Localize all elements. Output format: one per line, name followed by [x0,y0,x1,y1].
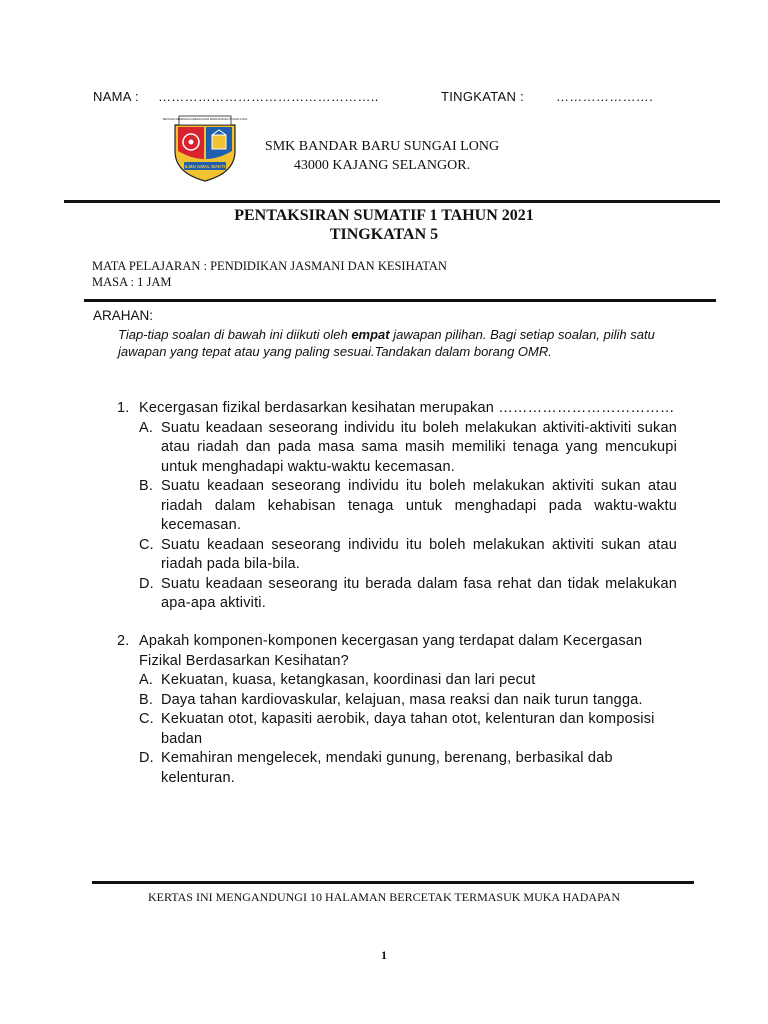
footer-note: KERTAS INI MENGANDUNGI 10 HALAMAN BERCETAK TERMASUK MUKA HADAPAN [147,890,621,904]
school-address: 43000 KAJANG SELANGOR. [293,158,471,173]
instructions-emphasis: empat [351,327,390,342]
name-field-dots: ………………………………………….. [158,89,379,104]
subject-line: MATA PELAJARAN : PENDIDIKAN JASMANI DAN KESIHATAN [92,259,447,273]
page-number: 1 [381,948,387,962]
question-2-option-b: B. Daya tahan kardiovaskular, kelajuan, masa reaksi dan naik turun tangga. [139,691,643,708]
school-crest-logo [162,113,248,183]
question-2-option-c: C. Kekuatan otot, kapasiti aerobik, daya tahan otot, kelenturan dan komposisi badan [139,711,655,747]
question-2 [117,632,677,788]
question-1-text: Kecergasan fizikal berdasarkan kesihatan merupakan ……………………………… [139,400,675,416]
tingkatan-label: TINGKATAN : [441,89,524,104]
question-1-number: 1. [117,400,130,416]
instructions-label: ARAHAN: [93,308,154,323]
question-1-option-a: A. Suatu keadaan seseorang individu itu boleh melakukan aktiviti-aktiviti sukan atau riadah dan pada masa sama masih memiliki tenaga yang mencukupi untuk menghadapi waktu-waktu kecemasan. [139,419,677,475]
question-1-stem [117,399,677,419]
footer-divider [92,881,694,884]
question-2-stem [117,632,677,671]
header-divider [64,200,720,203]
tingkatan-field-dots: …………………. [556,89,654,104]
question-1-option-b: B. Suatu keadaan seseorang individu itu boleh melakukan aktiviti sukan atau riadah dalam kehabisan tenaga untuk menghadapi pada waktu-waktu kecemasan. [139,478,677,533]
question-2-option-a: A. Kekuatan, kuasa, ketangkasan, koordinasi dan lari pecut [139,672,536,688]
crest-top-text: SEKOLAH MENENGAH KEBANGSAAN BANDAR BARU SUNGAI LONG [162,118,248,121]
question-2-option-d: D. Kemahiran mengelecek, mendaki gunung, berenang, berbasikal dab kelenturan. [139,750,613,786]
exam-title: PENTAKSIRAN SUMATIF 1 TAHUN 2021 [234,207,534,224]
question-2-number: 2. [117,633,130,649]
question-1-option-d: D. Suatu keadaan seseorang itu berada dalam fasa rehat dan tidak melakukan apa-apa aktiviti. [139,575,677,611]
instructions-text: Tiap-tiap soalan di bawah ini diikuti oleh empat jawapan pilihan. Bagi setiap soalan, pilih satu jawapan yang tepat atau yang paling sesuai.Tandakan dalam borang OMR. [118,327,655,359]
question-1-option-c: C. Suatu keadaan seseorang individu itu boleh melakukan aktiviti sukan atau riadah pada bila-bila. [139,536,677,572]
school-name: SMK BANDAR BARU SUNGAI LONG [264,139,500,154]
question-1 [117,399,677,614]
crest-motto-text: ILMU AMAL BAKTI [184,164,226,169]
time-line: MASA : 1 JAM [92,275,172,289]
info-divider [84,299,716,302]
exam-form-level: TINGKATAN 5 [329,226,439,243]
question-2-text: Apakah komponen-komponen kecergasan yang terdapat dalam Kecergasan Fizikal Berdasarkan Kesihatan? [139,633,643,669]
name-label: NAMA : [93,89,139,104]
